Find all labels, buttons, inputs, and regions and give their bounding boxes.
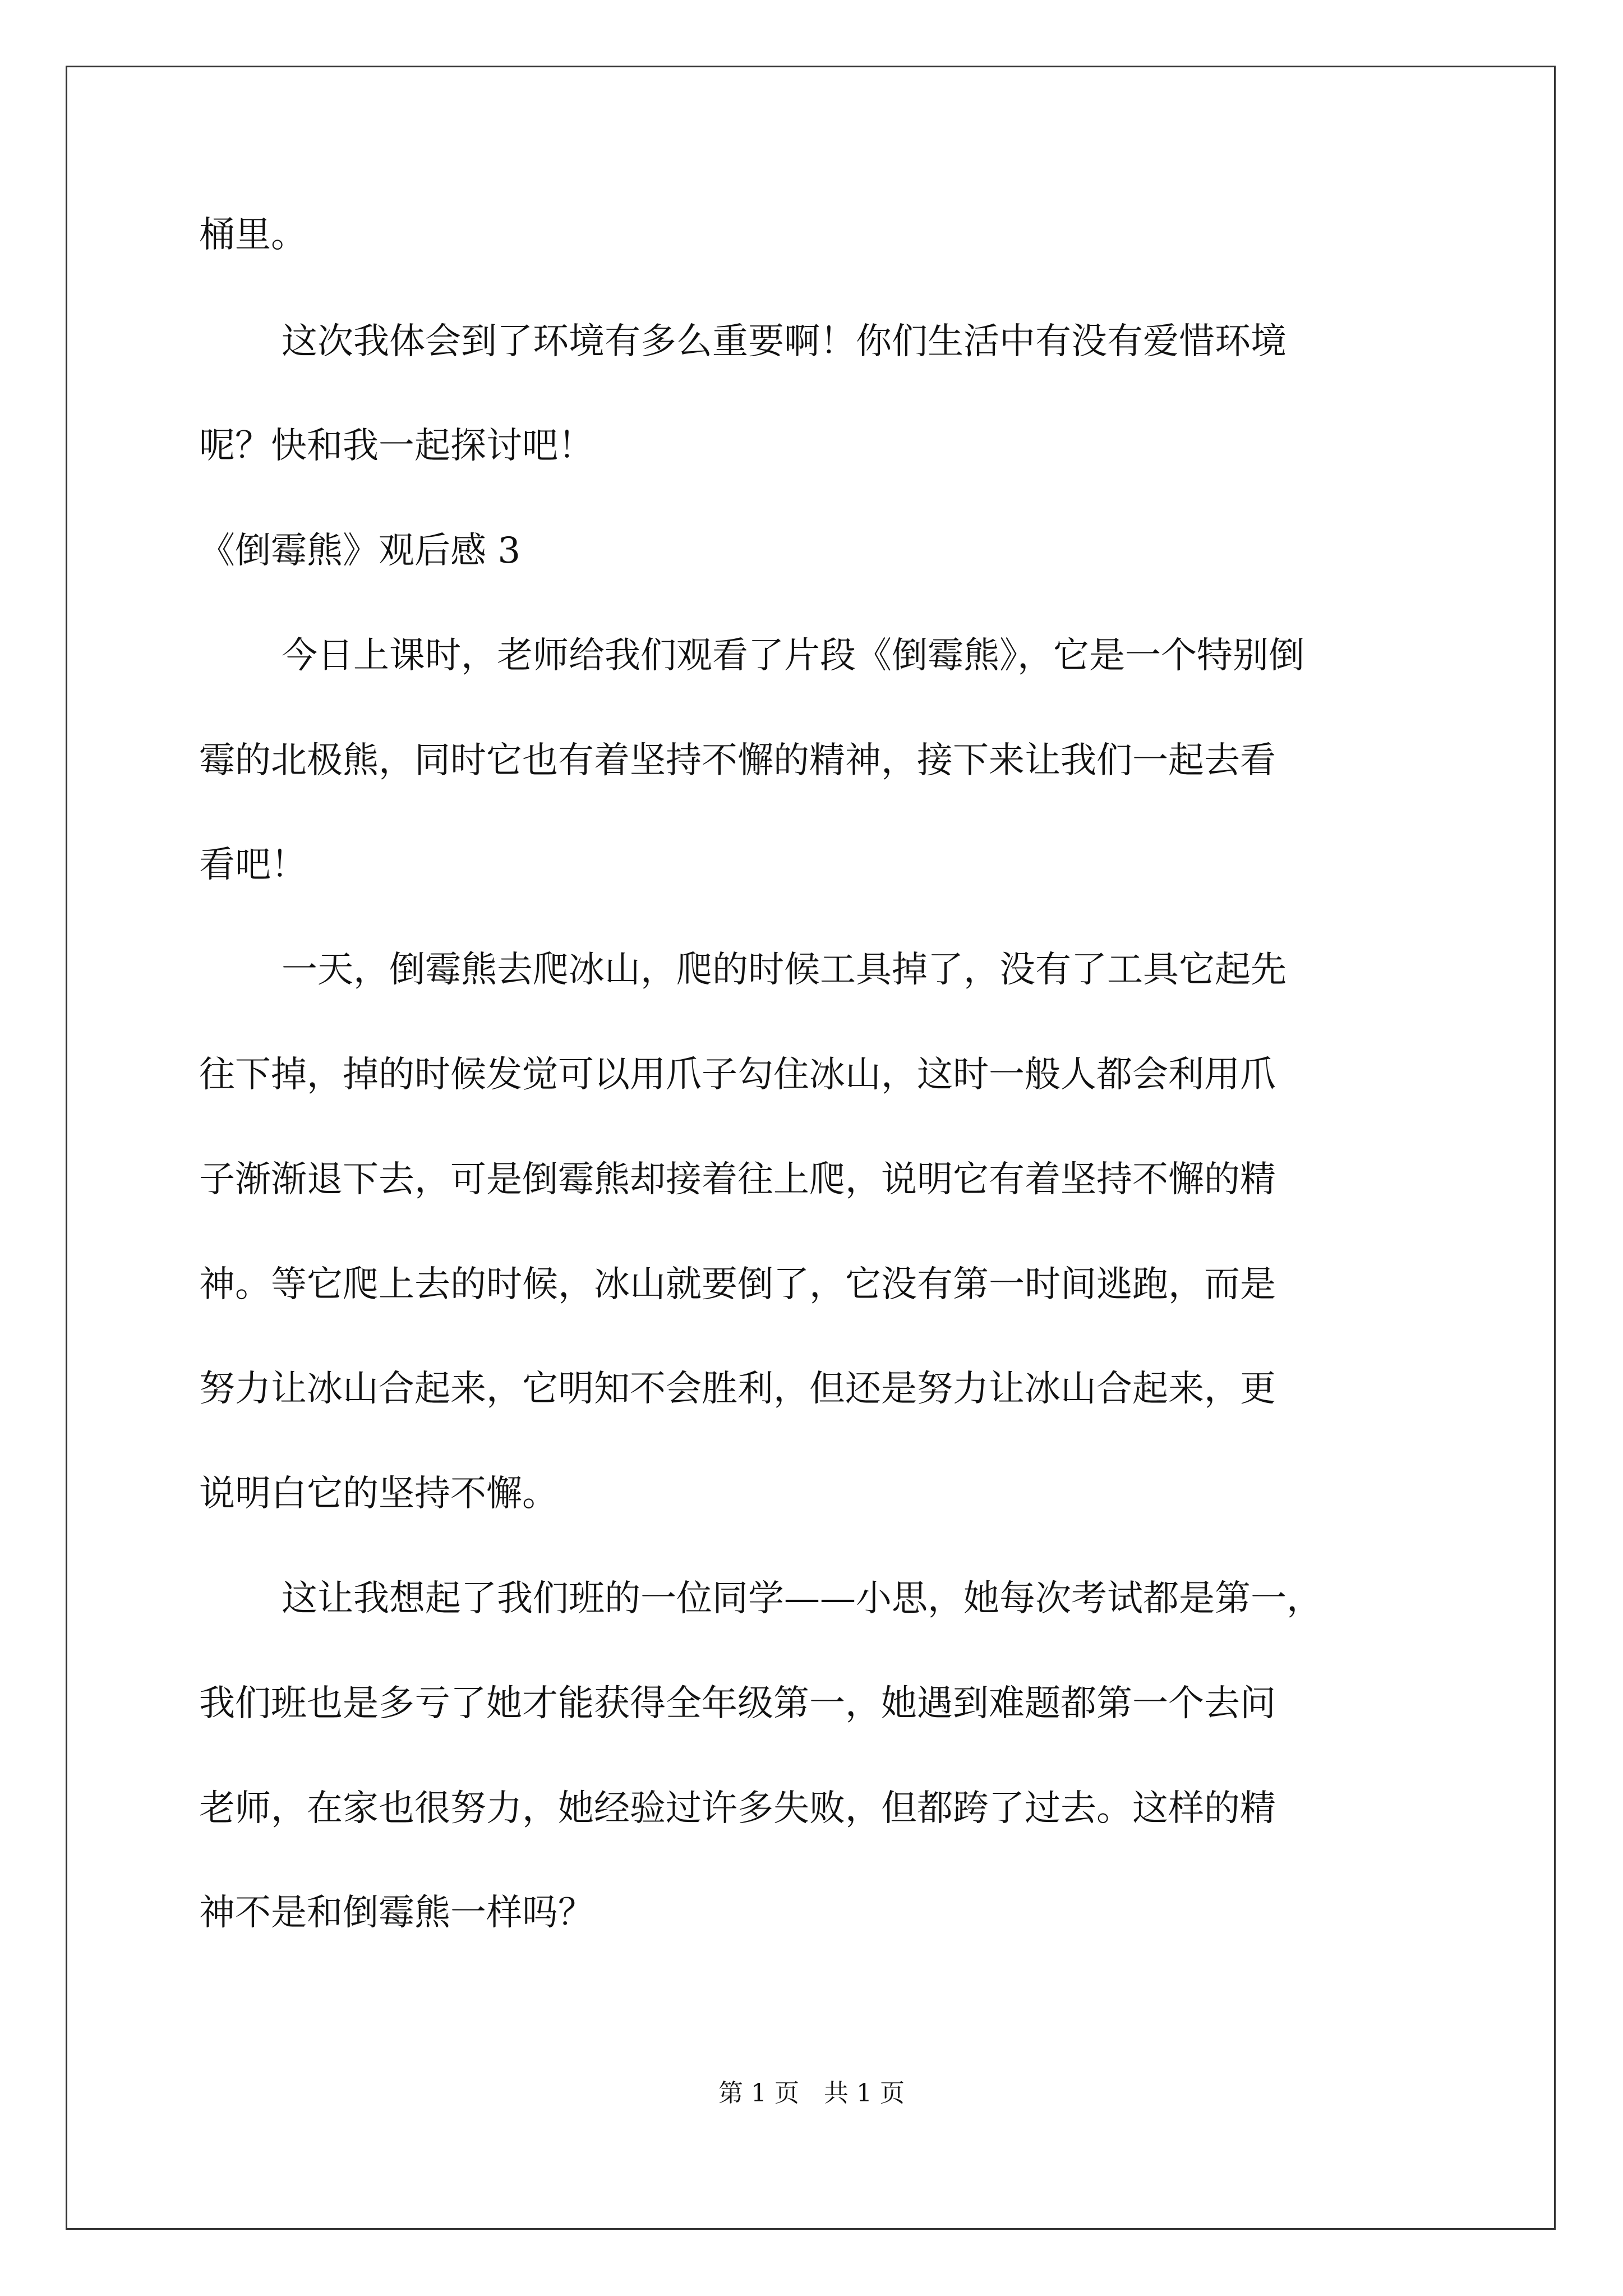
paragraph-line: 今日上课时，老师给我们观看了片段《倒霉熊》，它是一个特别倒	[282, 635, 1304, 677]
paragraph-line: 桶里。	[199, 214, 307, 256]
paragraph-line: 看吧！	[199, 844, 307, 886]
paragraph-line: 神。等它爬上去的时候，冰山就要倒了，它没有第一时间逃跑，而是	[199, 1264, 1276, 1305]
paragraph-line: 努力让冰山合起来，它明知不会胜利，但还是努力让冰山合起来，更	[199, 1368, 1276, 1410]
paragraph-line: 一天，倒霉熊去爬冰山，爬的时候工具掉了，没有了工具它起先	[282, 949, 1287, 991]
paragraph-line: 说明白它的坚持不懈。	[199, 1473, 558, 1515]
paragraph-line: 这次我体会到了环境有多么重要啊！你们生活中有没有爱惜环境	[282, 321, 1287, 362]
paragraph-line: 子渐渐退下去，可是倒霉熊却接着往上爬，说明它有着坚持不懈的精	[199, 1159, 1276, 1200]
paragraph-line: 这让我想起了我们班的一位同学——小思，她每次考试都是第一，	[282, 1578, 1322, 1619]
paragraph-line: 神不是和倒霉熊一样吗？	[199, 1892, 594, 1934]
paragraph-line: 霉的北极熊，同时它也有着坚持不懈的精神，接下来让我们一起去看	[199, 740, 1276, 781]
paragraph-line: 老师，在家也很努力，她经验过许多失败，但都跨了过去。这样的精	[199, 1788, 1276, 1829]
paragraph-line: 往下掉，掉的时候发觉可以用爪子勾住冰山，这时一般人都会利用爪	[199, 1054, 1276, 1096]
page-footer: 第 1 页 共 1 页	[718, 2079, 905, 2108]
paragraph-line: 我们班也是多亏了她才能获得全年级第一，她遇到难题都第一个去问	[199, 1683, 1276, 1724]
section-heading: 《倒霉熊》观后感 3	[199, 530, 521, 572]
paragraph-line: 呢？快和我一起探讨吧！	[199, 425, 594, 467]
